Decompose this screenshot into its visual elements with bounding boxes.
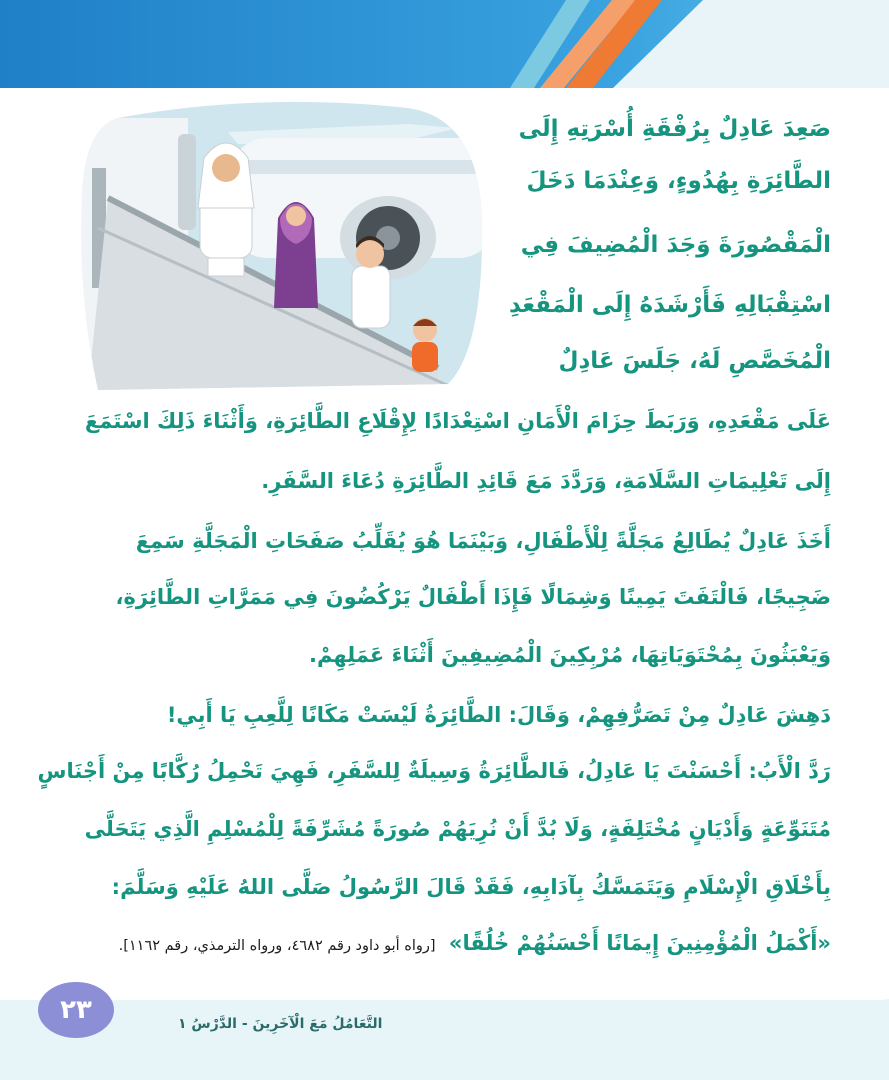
page-number-badge: ٢٣: [38, 982, 114, 1038]
text-line-9: ضَجِيجًا، فَالْتَفَتَ يَمِينًا وَشِمَالًا فَإِذَا أَطْفَالٌ يَرْكُضُونَ فِي مَمَرَّاتِ الطَّائِرَةِ،: [115, 585, 831, 609]
text-line-7: إِلَى تَعْلِيمَاتِ السَّلَامَةِ، وَرَدَّدَ مَعَ قَائِدِ الطَّائِرَةِ دُعَاءَ السَّفَرِ.: [261, 469, 831, 493]
text-line-2: الطَّائِرَةِ بِهُدُوءٍ، وَعِنْدَمَا دَخَلَ: [526, 168, 831, 194]
hadith-quote: «أَكْمَلُ الْمُؤْمِنِينَ إِيمَانًا أَحْسَنُهُمْ خُلُقًا»: [448, 931, 831, 955]
text-line-1: صَعِدَ عَادِلٌ بِرُفْقَةِ أُسْرَتِهِ إِلَى: [518, 116, 831, 142]
airplane-boarding-illustration: [78, 98, 488, 390]
hadith-citation: [رواه أبو داود رقم ٤٦٨٢، ورواه الترمذي، رقم ١١٦٢].: [118, 938, 436, 954]
lesson-title: التَّعَامُلُ مَعَ الْآخَرِينَ - الدَّرْسُ ١: [178, 1016, 383, 1032]
text-line-14: بِأَخْلَاقِ الْإِسْلَامِ وَيَتَمَسَّكُ بِآدَابِهِ، فَقَدْ قَالَ الرَّسُولُ صَلَّى اللهُ عَلَيْهِ وَسَلَّمَ:: [111, 875, 831, 899]
text-line-5: الْمُخَصَّصِ لَهُ، جَلَسَ عَادِلٌ: [558, 348, 831, 374]
footer-wave: [0, 985, 889, 1055]
text-line-11: دَهِشَ عَادِلٌ مِنْ تَصَرُّفِهِمْ، وَقَالَ: الطَّائِرَةُ لَيْسَتْ مَكَانًا لِلَّعِبِ يَا أَبِي!: [166, 703, 831, 727]
text-line-10: وَيَعْبَثُونَ بِمُحْتَوَيَاتِهَا، مُرْبِكِينَ الْمُضِيفِينَ أَثْنَاءَ عَمَلِهِمْ.: [308, 643, 831, 667]
text-line-4: اسْتِقْبَالِهِ فَأَرْشَدَهُ إِلَى الْمَقْعَدِ: [508, 292, 831, 318]
hadith-line: [119, 928, 831, 961]
text-line-13: مُتَنَوِّعَةٍ وَأَدْيَانٍ مُخْتَلِفَةٍ، وَلَا بُدَّ أَنْ نُرِيَهُمْ صُورَةً مُشَرِّفَةً لِلْمُسْلِمِ الَّذِي يَتَحَلَّى: [84, 817, 831, 841]
text-line-12: رَدَّ الْأَبُ: أَحْسَنْتَ يَا عَادِلُ، فَالطَّائِرَةُ وَسِيلَةٌ لِلسَّفَرِ، فَهِيَ تَحْمِلُ رُكَّابًا مِنْ أَجْنَاسٍ: [37, 759, 831, 783]
text-line-6: عَلَى مَقْعَدِهِ، وَرَبَطَ حِزَامَ الْأَمَانِ اسْتِعْدَادًا لِإِقْلَاعِ الطَّائِرَةِ، وَأَثْنَاءَ ذَلِكَ اسْتَمَعَ: [84, 409, 831, 433]
text-line-3: الْمَقْصُورَةَ وَجَدَ الْمُضِيفَ فِي: [520, 232, 831, 258]
text-line-8: أَخَذَ عَادِلٌ يُطَالِعُ مَجَلَّةً لِلْأَطْفَالِ، وَبَيْنَمَا هُوَ يُقَلِّبُ صَفَحَاتِ الْمَجَلَّةِ سَمِعَ: [135, 529, 831, 553]
